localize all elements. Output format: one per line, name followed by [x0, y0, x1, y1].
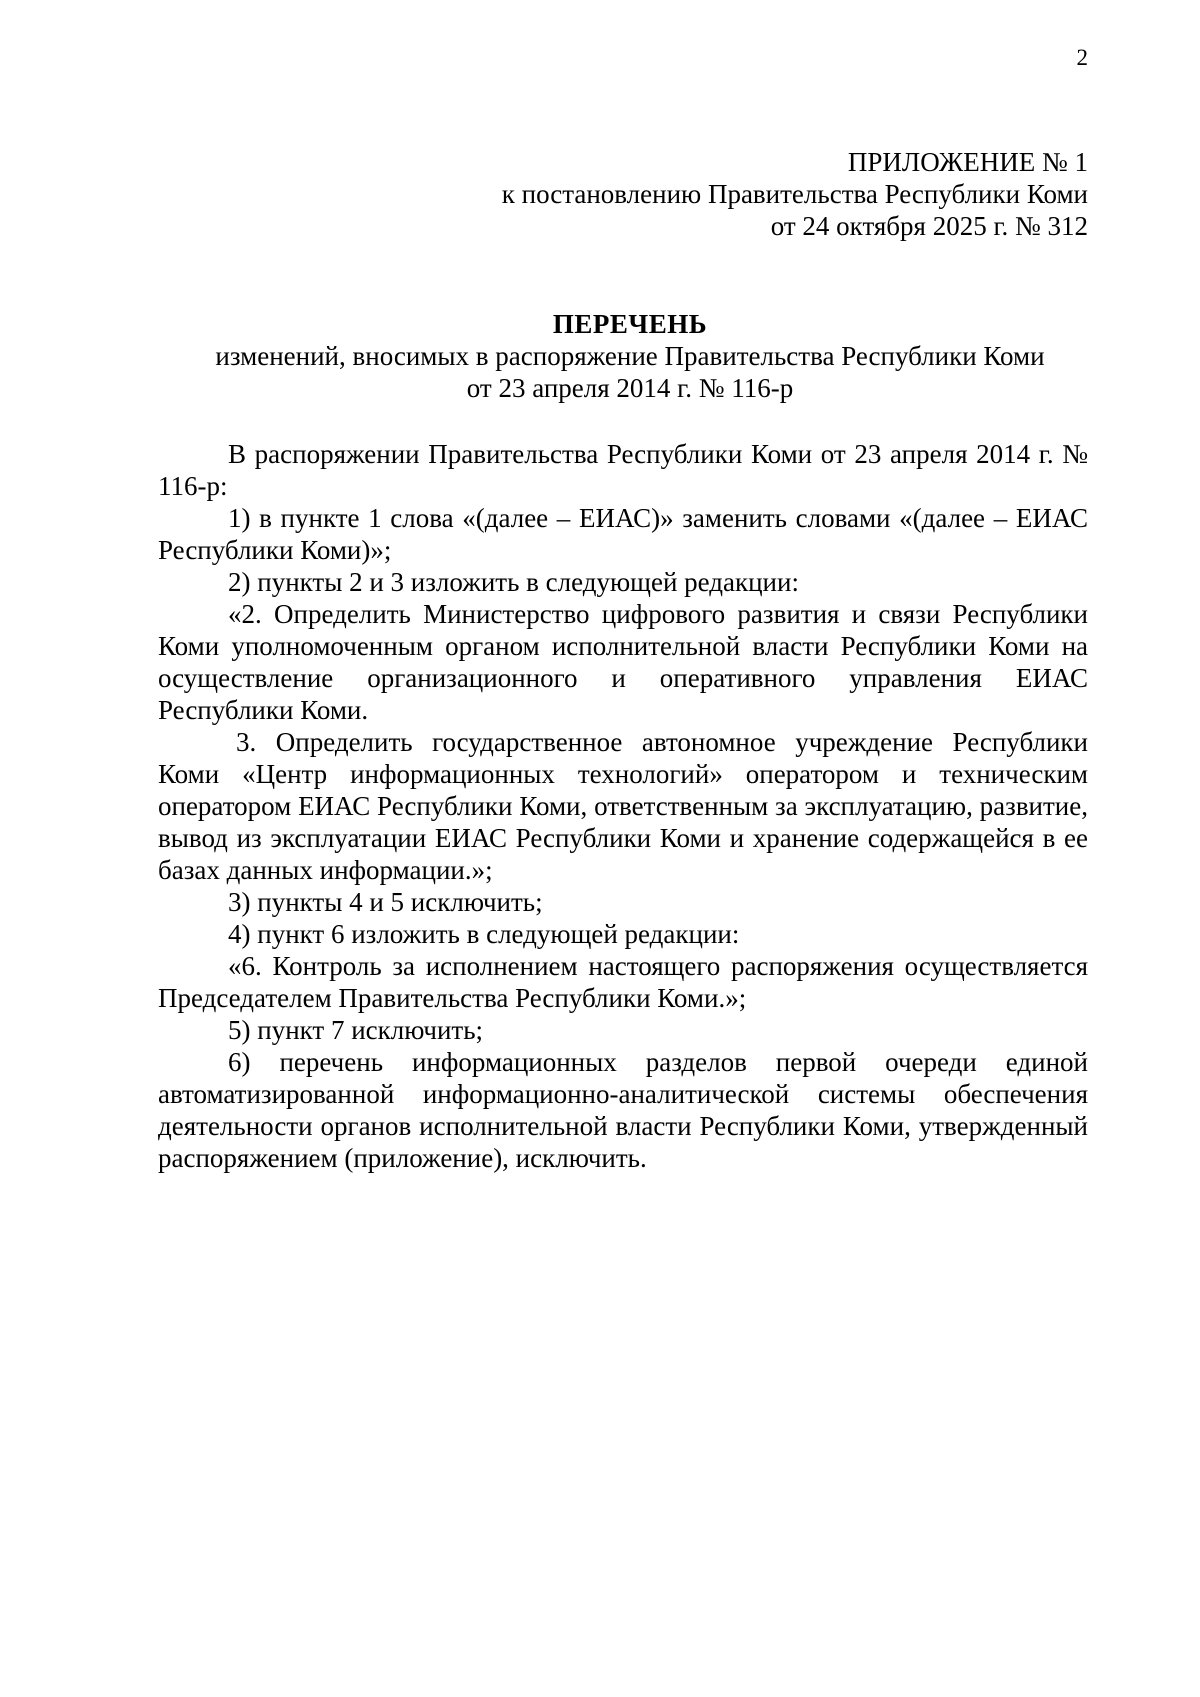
paragraph-intro: В распоряжении Правительства Республики Коми от 23 апреля 2014 г. № 116-р:	[158, 439, 1088, 501]
appendix-reference: к постановлению Правительства Республики Коми	[501, 179, 1088, 209]
document-heading	[0, 308, 1200, 404]
paragraph-item-1: 1) в пункте 1 слова «(далее – ЕИАС)» заменить словами «(далее – ЕИАС Республики Коми)»;	[158, 503, 1088, 565]
paragraph-quoted-point-6: «6. Контроль за исполнением настоящего распоряжения осуществляется Председателем Правительства Республики Коми.»;	[158, 951, 1088, 1013]
paragraph-item-5: 5) пункт 7 исключить;	[228, 1015, 484, 1045]
paragraph-item-3: 3) пункты 4 и 5 исключить;	[228, 887, 543, 917]
paragraph-item-6: 6) перечень информационных разделов первой очереди единой автоматизированной информационно-аналитической системы обеспечения деятельности органов исполнительной власти Республики Коми, утвержденный распоряжением (приложение), исключить.	[158, 1047, 1088, 1173]
document-subtitle-line-2: от 23 апреля 2014 г. № 116-р	[466, 373, 794, 403]
page-number: 2	[1076, 45, 1088, 70]
paragraph-quoted-point-3: 3. Определить государственное автономное учреждение Республики Коми «Центр информационных технологий» оператором и техническим оператором ЕИАС Республики Коми, ответственным за эксплуатацию, развитие, вывод из эксплуатации ЕИАС Республики Коми и хранение содержащейся в ее базах данных информации.»;	[158, 727, 1088, 885]
appendix-date: от 24 октября 2025 г. № 312	[770, 211, 1088, 241]
document-title: ПЕРЕЧЕНЬ	[552, 309, 708, 339]
document-subtitle-line-1: изменений, вносимых в распоряжение Правительства Республики Коми	[215, 341, 1045, 371]
paragraph-item-2: 2) пункты 2 и 3 изложить в следующей редакции:	[228, 567, 799, 597]
appendix-number: ПРИЛОЖЕНИЕ № 1	[847, 147, 1088, 177]
appendix-header	[388, 146, 1088, 242]
document-body	[158, 438, 1088, 1174]
paragraph-item-4: 4) пункт 6 изложить в следующей редакции:	[228, 919, 740, 949]
paragraph-quoted-point-2: «2. Определить Министерство цифрового развития и связи Республики Коми уполномоченным органом исполнительной власти Республики Коми на осуществление организационного и оперативного управления ЕИАС Республики Коми.	[158, 599, 1088, 725]
